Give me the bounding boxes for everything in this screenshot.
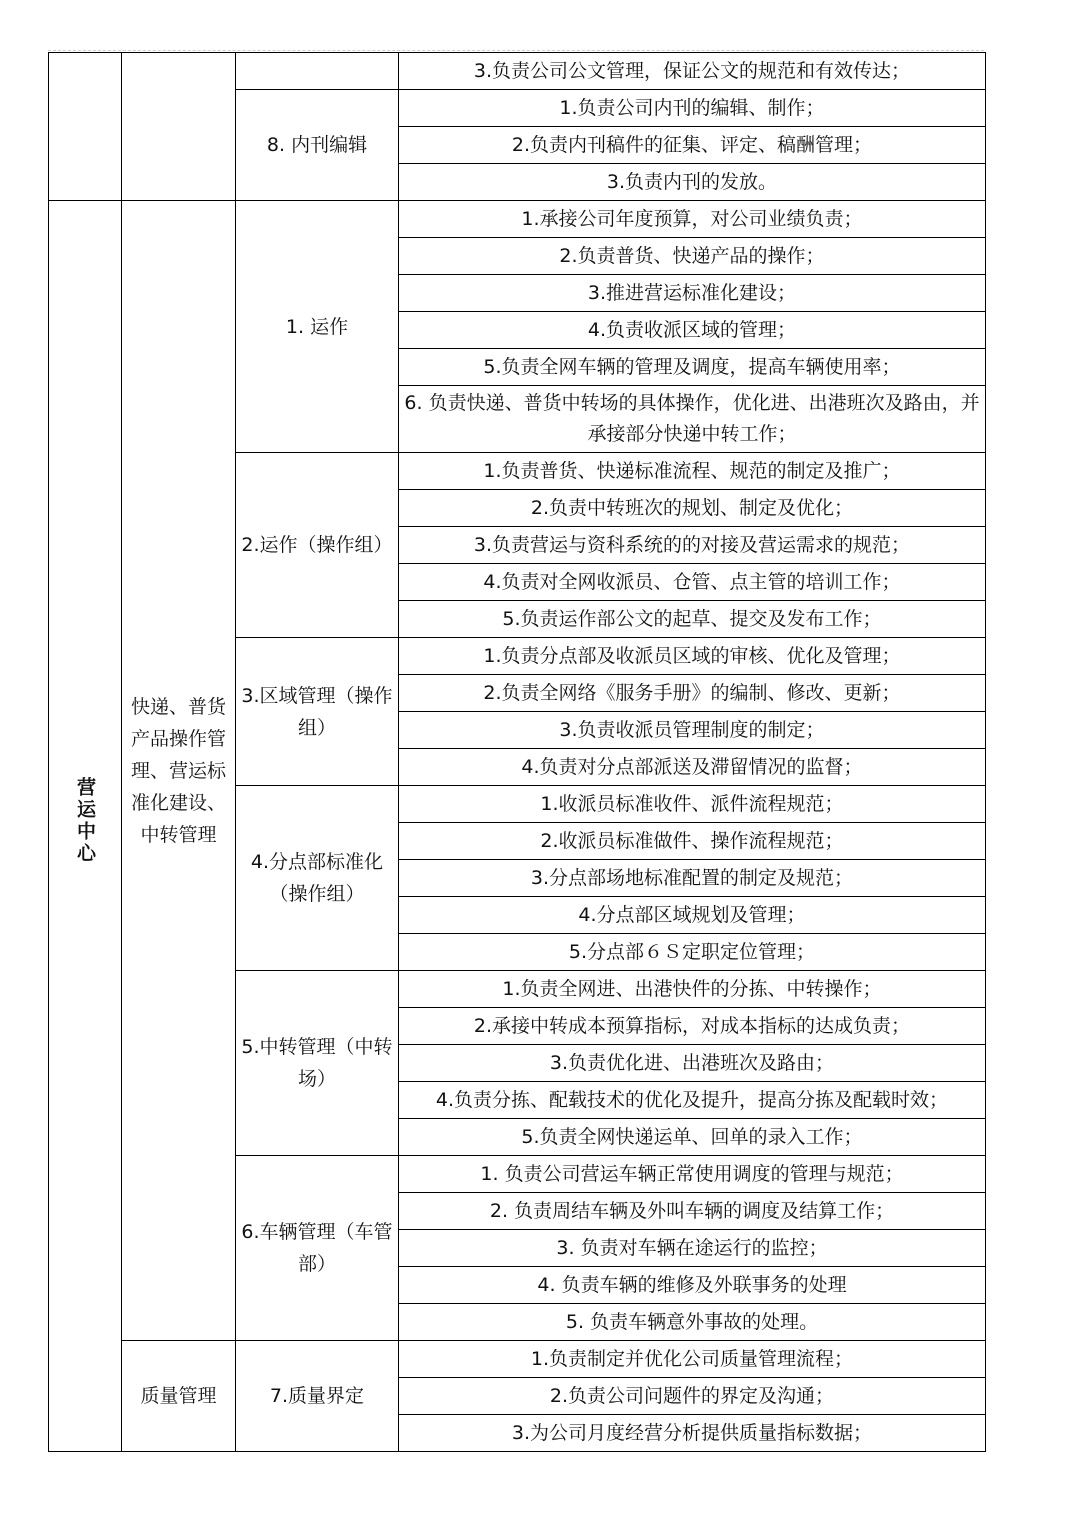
duty-cell: 4.负责收派区域的管理；	[399, 312, 986, 349]
duty-cell: 3.为公司月度经营分析提供质量指标数据；	[399, 1415, 986, 1452]
duty-cell: 5.负责全网快递运单、回单的录入工作；	[399, 1119, 986, 1156]
duty-cell: 4.负责分拣、配载技术的优化及提升，提高分拣及配载时效；	[399, 1082, 986, 1119]
function-cell: 质量管理	[122, 1341, 236, 1452]
responsibility-table	[48, 52, 986, 1452]
duty-cell: 4.负责对全网收派员、仓管、点主管的培训工作；	[399, 564, 986, 601]
work-item-cell: 4.分点部标准化（操作组）	[236, 786, 399, 971]
page-top-divider	[48, 50, 984, 51]
duty-cell: 5. 负责车辆意外事故的处理。	[399, 1304, 986, 1341]
duty-cell: 3.负责营运与资科系统的的对接及营运需求的规范；	[399, 527, 986, 564]
duty-cell: 5.分点部６Ｓ定职定位管理；	[399, 934, 986, 971]
work-item-cell: 2.运作（操作组）	[236, 453, 399, 638]
duty-cell: 1.负责制定并优化公司质量管理流程；	[399, 1341, 986, 1378]
duty-cell: 4.负责对分点部派送及滞留情况的监督；	[399, 749, 986, 786]
duty-cell: 1.收派员标准收件、派件流程规范；	[399, 786, 986, 823]
department-name: 营运中心	[74, 777, 96, 865]
duty-cell: 1.承接公司年度预算，对公司业绩负责；	[399, 201, 986, 238]
work-item-cell: 8. 内刊编辑	[236, 90, 399, 201]
duty-cell: 6. 负责快递、普货中转场的具体操作，优化进、出港班次及路由，并承接部分快递中转工作；	[399, 386, 986, 453]
work-item-cell: 6.车辆管理（车管部）	[236, 1156, 399, 1341]
work-item-cell: 3.区域管理（操作组）	[236, 638, 399, 786]
duty-cell: 2.承接中转成本预算指标，对成本指标的达成负责；	[399, 1008, 986, 1045]
work-item-cell: 5.中转管理（中转场）	[236, 971, 399, 1156]
duty-cell: 4.分点部区域规划及管理；	[399, 897, 986, 934]
duty-cell: 2.负责内刊稿件的征集、评定、稿酬管理；	[399, 127, 986, 164]
duty-cell: 5.负责全网车辆的管理及调度，提高车辆使用率；	[399, 349, 986, 386]
work-item-cell: 1. 运作	[236, 201, 399, 453]
function-cell: 快递、普货产品操作管理、营运标准化建设、中转管理	[122, 201, 236, 1341]
duty-cell: 2.负责公司问题件的界定及沟通；	[399, 1378, 986, 1415]
table-row	[49, 201, 986, 238]
duty-cell: 4. 负责车辆的维修及外联事务的处理	[399, 1267, 986, 1304]
department-cell	[49, 53, 122, 201]
duty-cell: 1.负责全网进、出港快件的分拣、中转操作；	[399, 971, 986, 1008]
duty-cell: 2. 负责周结车辆及外叫车辆的调度及结算工作；	[399, 1193, 986, 1230]
duty-cell: 1.负责普货、快递标准流程、规范的制定及推广；	[399, 453, 986, 490]
duty-cell: 5.负责运作部公文的起草、提交及发布工作；	[399, 601, 986, 638]
duty-cell: 3. 负责对车辆在途运行的监控；	[399, 1230, 986, 1267]
duty-cell: 1. 负责公司营运车辆正常使用调度的管理与规范；	[399, 1156, 986, 1193]
duty-cell: 3.负责内刊的发放。	[399, 164, 986, 201]
duty-cell: 3.负责收派员管理制度的制定；	[399, 712, 986, 749]
duty-cell: 2.负责中转班次的规划、制定及优化；	[399, 490, 986, 527]
duty-cell: 2.负责全网络《服务手册》的编制、修改、更新；	[399, 675, 986, 712]
work-item-cell	[236, 53, 399, 90]
duty-cell: 2.收派员标准做件、操作流程规范；	[399, 823, 986, 860]
work-item-cell: 7.质量界定	[236, 1341, 399, 1452]
responsibility-table-body	[49, 53, 986, 1452]
table-row	[49, 1341, 986, 1378]
duty-cell: 3.推进营运标准化建设；	[399, 275, 986, 312]
duty-cell: 1.负责分点部及收派员区域的审核、优化及管理；	[399, 638, 986, 675]
duty-cell: 1.负责公司内刊的编辑、制作；	[399, 90, 986, 127]
duty-cell: 2.负责普货、快递产品的操作；	[399, 238, 986, 275]
duty-cell: 3.分点部场地标准配置的制定及规范；	[399, 860, 986, 897]
table-row	[49, 53, 986, 90]
function-cell	[122, 53, 236, 201]
department-cell	[49, 201, 122, 1452]
duty-cell: 3.负责公司公文管理，保证公文的规范和有效传达；	[399, 53, 986, 90]
duty-cell: 3.负责优化进、出港班次及路由；	[399, 1045, 986, 1082]
